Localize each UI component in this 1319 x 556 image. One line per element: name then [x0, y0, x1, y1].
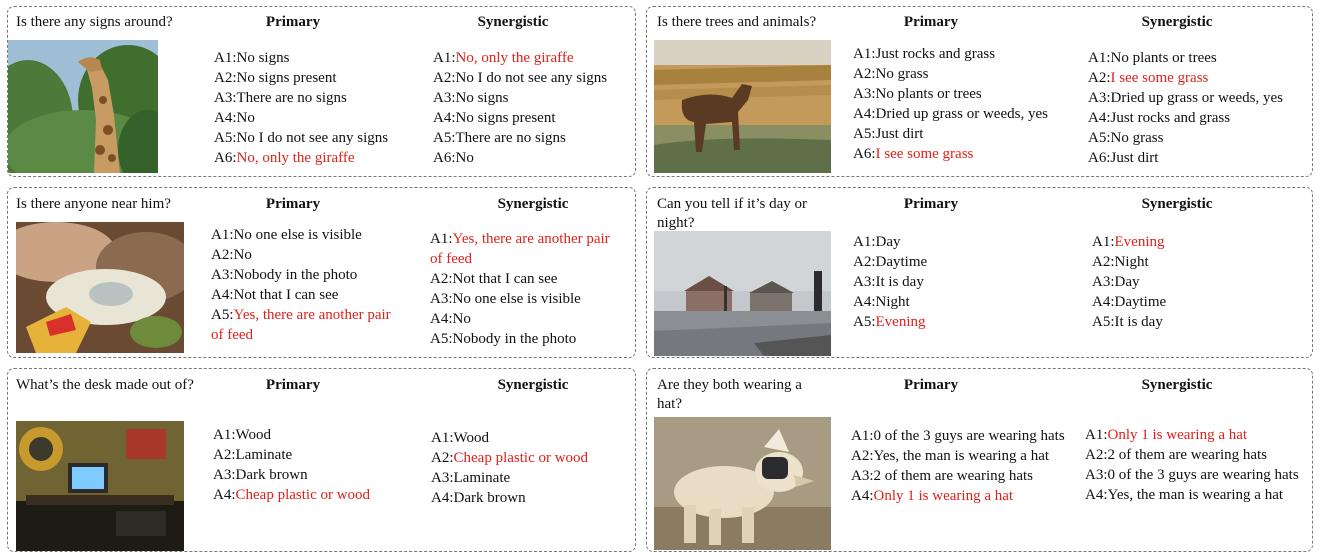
answer-text: Dark brown — [453, 490, 526, 506]
answer-prefix: A6: — [853, 146, 876, 162]
answer-text: Nobody in the photo — [452, 331, 577, 347]
answer-text: Dried up grass or weeds, yes — [875, 106, 1048, 122]
question-text: What’s the desk made out of? — [16, 377, 194, 393]
answer-item — [433, 148, 636, 168]
synergistic-answer-list — [430, 229, 620, 349]
answer-item — [853, 272, 1063, 292]
answer-prefix: A2: — [431, 450, 454, 466]
answer-prefix: A6: — [214, 150, 237, 166]
answer-item — [433, 48, 636, 68]
answer-prefix: A3: — [851, 468, 874, 484]
answer-prefix: A1: — [853, 234, 876, 250]
answer-text: Wood — [453, 430, 489, 446]
answer-text: Just dirt — [1110, 150, 1159, 166]
answer-text-highlighted: Only 1 is wearing a hat — [873, 488, 1014, 504]
answer-text: No one else is visible — [452, 291, 581, 307]
answer-item — [431, 488, 631, 508]
example-panel-signs — [7, 6, 636, 177]
answer-text: No — [455, 150, 474, 166]
answer-prefix: A1: — [1085, 427, 1108, 443]
answer-item — [214, 108, 419, 128]
answer-prefix: A1: — [853, 46, 876, 62]
answer-prefix: A4: — [431, 490, 454, 506]
example-panel-day-night — [646, 187, 1313, 358]
answer-prefix: A3: — [1092, 274, 1115, 290]
answer-text: Laminate — [235, 447, 293, 463]
answer-text: No plants or trees — [875, 86, 982, 102]
answer-prefix: A3: — [1085, 467, 1108, 483]
answer-item — [853, 84, 1083, 104]
answer-prefix: A1: — [1088, 50, 1111, 66]
answer-text: No signs — [236, 50, 290, 66]
answer-prefix: A3: — [213, 467, 236, 483]
answer-prefix: A2: — [214, 70, 237, 86]
answer-text: 2 of them are wearing hats — [1107, 447, 1268, 463]
answer-prefix: A5: — [1092, 314, 1115, 330]
answer-text: There are no signs — [236, 90, 347, 106]
answer-text: Day — [1114, 274, 1140, 290]
answer-text: No grass — [875, 66, 929, 82]
answer-item — [1088, 108, 1313, 128]
answer-item — [853, 144, 1083, 164]
answer-item — [433, 128, 636, 148]
answer-text: 0 of the 3 guys are wearing hats — [873, 428, 1065, 444]
example-panel-trees — [646, 6, 1313, 177]
answer-prefix: A3: — [431, 470, 454, 486]
answer-item — [431, 448, 631, 468]
answer-item — [431, 428, 631, 448]
primary-header: Primary — [903, 377, 959, 393]
primary-header: Primary — [265, 196, 321, 212]
synergistic-answer-list — [431, 428, 631, 508]
answer-prefix: A2: — [853, 254, 876, 270]
answer-text: No signs present — [236, 70, 337, 86]
answer-prefix: A4: — [1092, 294, 1115, 310]
answer-text: No — [452, 311, 471, 327]
answer-prefix: A4: — [214, 110, 237, 126]
answer-item — [214, 88, 419, 108]
answer-item — [851, 446, 1067, 466]
synergistic-header: Synergistic — [497, 196, 569, 212]
answer-text: No signs — [455, 90, 509, 106]
answer-item — [851, 426, 1067, 446]
question-text: Can you tell if it’s day or night? — [657, 196, 807, 231]
answer-item — [1092, 272, 1302, 292]
question-text: Is there any signs around? — [16, 14, 173, 30]
answer-item — [211, 245, 401, 265]
answer-prefix: A4: — [430, 311, 453, 327]
answer-item — [1085, 445, 1301, 465]
answer-prefix: A5: — [214, 130, 237, 146]
answer-prefix: A3: — [430, 291, 453, 307]
answer-item — [853, 104, 1083, 124]
answer-prefix: A2: — [1088, 70, 1111, 86]
answer-text-highlighted: Evening — [1114, 234, 1165, 250]
answer-item — [1092, 232, 1302, 252]
answer-item — [851, 486, 1067, 506]
answer-prefix: A2: — [213, 447, 236, 463]
answer-text: Daytime — [875, 254, 928, 270]
answer-text-highlighted: No, only the giraffe — [455, 50, 574, 66]
answer-item — [211, 305, 401, 345]
answer-text: 0 of the 3 guys are wearing hats — [1107, 467, 1299, 483]
answer-item — [1092, 292, 1302, 312]
question-text: Is there anyone near him? — [16, 196, 171, 212]
answer-text: No one else is visible — [233, 227, 362, 243]
answer-item — [1085, 465, 1301, 485]
answer-prefix: A5: — [433, 130, 456, 146]
primary-answer-list — [853, 232, 1063, 332]
primary-answer-list — [214, 48, 419, 168]
answer-item — [853, 312, 1063, 332]
answer-item — [1085, 425, 1301, 445]
answer-prefix: A2: — [433, 70, 456, 86]
answer-text: Just dirt — [875, 126, 924, 142]
answer-item — [214, 48, 419, 68]
answer-item — [433, 108, 636, 128]
answer-item — [853, 252, 1063, 272]
answer-item — [430, 289, 620, 309]
synergistic-answer-list — [1085, 425, 1301, 505]
answer-prefix: A2: — [211, 247, 234, 263]
answer-prefix: A3: — [211, 267, 234, 283]
answer-text: Day — [875, 234, 901, 250]
answer-text: Dried up grass or weeds, yes — [1110, 90, 1283, 106]
primary-header: Primary — [265, 14, 321, 30]
question-text: Are they both wearing a hat? — [657, 377, 802, 412]
question-text: Is there trees and animals? — [657, 14, 817, 30]
giraffe-photo — [8, 40, 158, 173]
answer-text: Dark brown — [235, 467, 308, 483]
answer-text-highlighted: No, only the giraffe — [236, 150, 355, 166]
desk-computer-photo — [16, 421, 184, 552]
answer-item — [211, 285, 401, 305]
answer-item — [213, 465, 423, 485]
answer-item — [213, 485, 423, 505]
answer-prefix: A4: — [211, 287, 234, 303]
primary-header: Primary — [903, 196, 959, 212]
primary-header: Primary — [265, 377, 321, 393]
answer-item — [1088, 68, 1313, 88]
answer-item — [1092, 312, 1302, 332]
answer-text: It is day — [1114, 314, 1163, 330]
answer-text-highlighted: Yes, there are another pair of feed — [211, 307, 391, 343]
answer-item — [1088, 48, 1313, 68]
answer-item — [853, 44, 1083, 64]
answer-prefix: A3: — [433, 90, 456, 106]
answer-item — [430, 229, 620, 269]
answer-prefix: A2: — [1092, 254, 1115, 270]
answer-prefix: A3: — [853, 274, 876, 290]
answer-text-highlighted: Evening — [875, 314, 926, 330]
answer-text: Daytime — [1114, 294, 1167, 310]
answer-text-highlighted: I see some grass — [1110, 70, 1209, 86]
answer-text: Yes, the man is wearing a hat — [873, 448, 1050, 464]
answer-prefix: A4: — [1085, 487, 1108, 503]
answer-text-highlighted: I see some grass — [875, 146, 974, 162]
answer-text: There are no signs — [455, 130, 566, 146]
synergistic-header: Synergistic — [477, 14, 549, 30]
answer-prefix: A1: — [431, 430, 454, 446]
answer-text: Nobody in the photo — [233, 267, 358, 283]
answer-text: Just rocks and grass — [875, 46, 996, 62]
answer-text: No signs present — [455, 110, 556, 126]
street-dusk-photo — [654, 231, 831, 356]
answer-prefix: A1: — [851, 428, 874, 444]
answer-item — [1088, 148, 1313, 168]
answer-item — [430, 269, 620, 289]
answer-prefix: A4: — [853, 106, 876, 122]
synergistic-header: Synergistic — [1141, 196, 1213, 212]
answer-item — [214, 68, 419, 88]
answer-text: No grass — [1110, 130, 1164, 146]
answer-text: Yes, the man is wearing a hat — [1107, 487, 1284, 503]
answer-prefix: A1: — [214, 50, 237, 66]
synergistic-answer-list — [1092, 232, 1302, 332]
answer-text: Laminate — [453, 470, 511, 486]
answer-prefix: A2: — [1085, 447, 1108, 463]
primary-answer-list — [853, 44, 1083, 164]
answer-prefix: A5: — [430, 331, 453, 347]
answer-prefix: A5: — [1088, 130, 1111, 146]
answer-item — [851, 466, 1067, 486]
answer-text-highlighted: Only 1 is wearing a hat — [1107, 427, 1248, 443]
dog-photo — [654, 417, 831, 550]
answer-item — [853, 232, 1063, 252]
answer-item — [853, 64, 1083, 84]
answer-prefix: A4: — [851, 488, 874, 504]
answer-text: 2 of them are wearing hats — [873, 468, 1034, 484]
answer-item — [211, 225, 401, 245]
answer-prefix: A2: — [851, 448, 874, 464]
answer-text: No — [236, 110, 255, 126]
example-panel-desk — [7, 368, 636, 552]
answer-text: Not that I can see — [233, 287, 339, 303]
answer-item — [1088, 88, 1313, 108]
answer-prefix: A3: — [1088, 90, 1111, 106]
answer-prefix: A1: — [211, 227, 234, 243]
answer-prefix: A5: — [853, 126, 876, 142]
answer-item — [1085, 485, 1301, 505]
answer-item — [1088, 128, 1313, 148]
answer-item — [433, 88, 636, 108]
primary-header: Primary — [903, 14, 959, 30]
primary-answer-list — [213, 425, 423, 505]
synergistic-header: Synergistic — [1141, 14, 1213, 30]
example-panel-hat — [646, 368, 1313, 552]
answer-item — [430, 329, 620, 349]
answer-text-highlighted: Cheap plastic or wood — [453, 450, 589, 466]
synergistic-header: Synergistic — [497, 377, 569, 393]
answer-prefix: A1: — [213, 427, 236, 443]
answer-item — [213, 445, 423, 465]
answer-text: Just rocks and grass — [1110, 110, 1231, 126]
answer-prefix: A4: — [433, 110, 456, 126]
answer-item — [213, 425, 423, 445]
answer-item — [431, 468, 631, 488]
answer-prefix: A5: — [853, 314, 876, 330]
answer-text-highlighted: Cheap plastic or wood — [235, 487, 371, 503]
answer-prefix: A4: — [213, 487, 236, 503]
example-panel-anyone — [7, 187, 636, 358]
answer-text: No I do not see any signs — [236, 130, 389, 146]
answer-text: Night — [875, 294, 910, 310]
primary-answer-list — [851, 426, 1067, 506]
answer-item — [430, 309, 620, 329]
answer-prefix: A4: — [853, 294, 876, 310]
answer-item — [433, 68, 636, 88]
answer-text: No I do not see any signs — [455, 70, 608, 86]
answer-prefix: A6: — [1088, 150, 1111, 166]
answer-item — [214, 148, 419, 168]
answer-item — [1092, 252, 1302, 272]
answer-item — [853, 292, 1063, 312]
answer-item — [853, 124, 1083, 144]
synergistic-answer-list — [433, 48, 636, 168]
answer-text: No — [233, 247, 252, 263]
answer-text: Not that I can see — [452, 271, 558, 287]
answer-prefix: A6: — [433, 150, 456, 166]
answer-text-highlighted: Yes, there are another pair of feed — [430, 231, 610, 267]
answer-prefix: A2: — [430, 271, 453, 287]
answer-prefix: A2: — [853, 66, 876, 82]
answer-text: Night — [1114, 254, 1149, 270]
answer-text: No plants or trees — [1110, 50, 1217, 66]
synergistic-header: Synergistic — [1141, 377, 1213, 393]
answer-prefix: A3: — [853, 86, 876, 102]
synergistic-answer-list — [1088, 48, 1313, 168]
answer-text: Wood — [235, 427, 271, 443]
horse-field-photo — [654, 40, 831, 173]
answer-prefix: A1: — [433, 50, 456, 66]
answer-prefix: A5: — [211, 307, 234, 323]
answer-item — [211, 265, 401, 285]
answer-prefix: A4: — [1088, 110, 1111, 126]
answer-prefix: A1: — [1092, 234, 1115, 250]
answer-item — [214, 128, 419, 148]
food-plate-photo — [16, 222, 184, 353]
answer-text: It is day — [875, 274, 924, 290]
answer-prefix: A1: — [430, 231, 453, 247]
answer-prefix: A3: — [214, 90, 237, 106]
primary-answer-list — [211, 225, 401, 345]
